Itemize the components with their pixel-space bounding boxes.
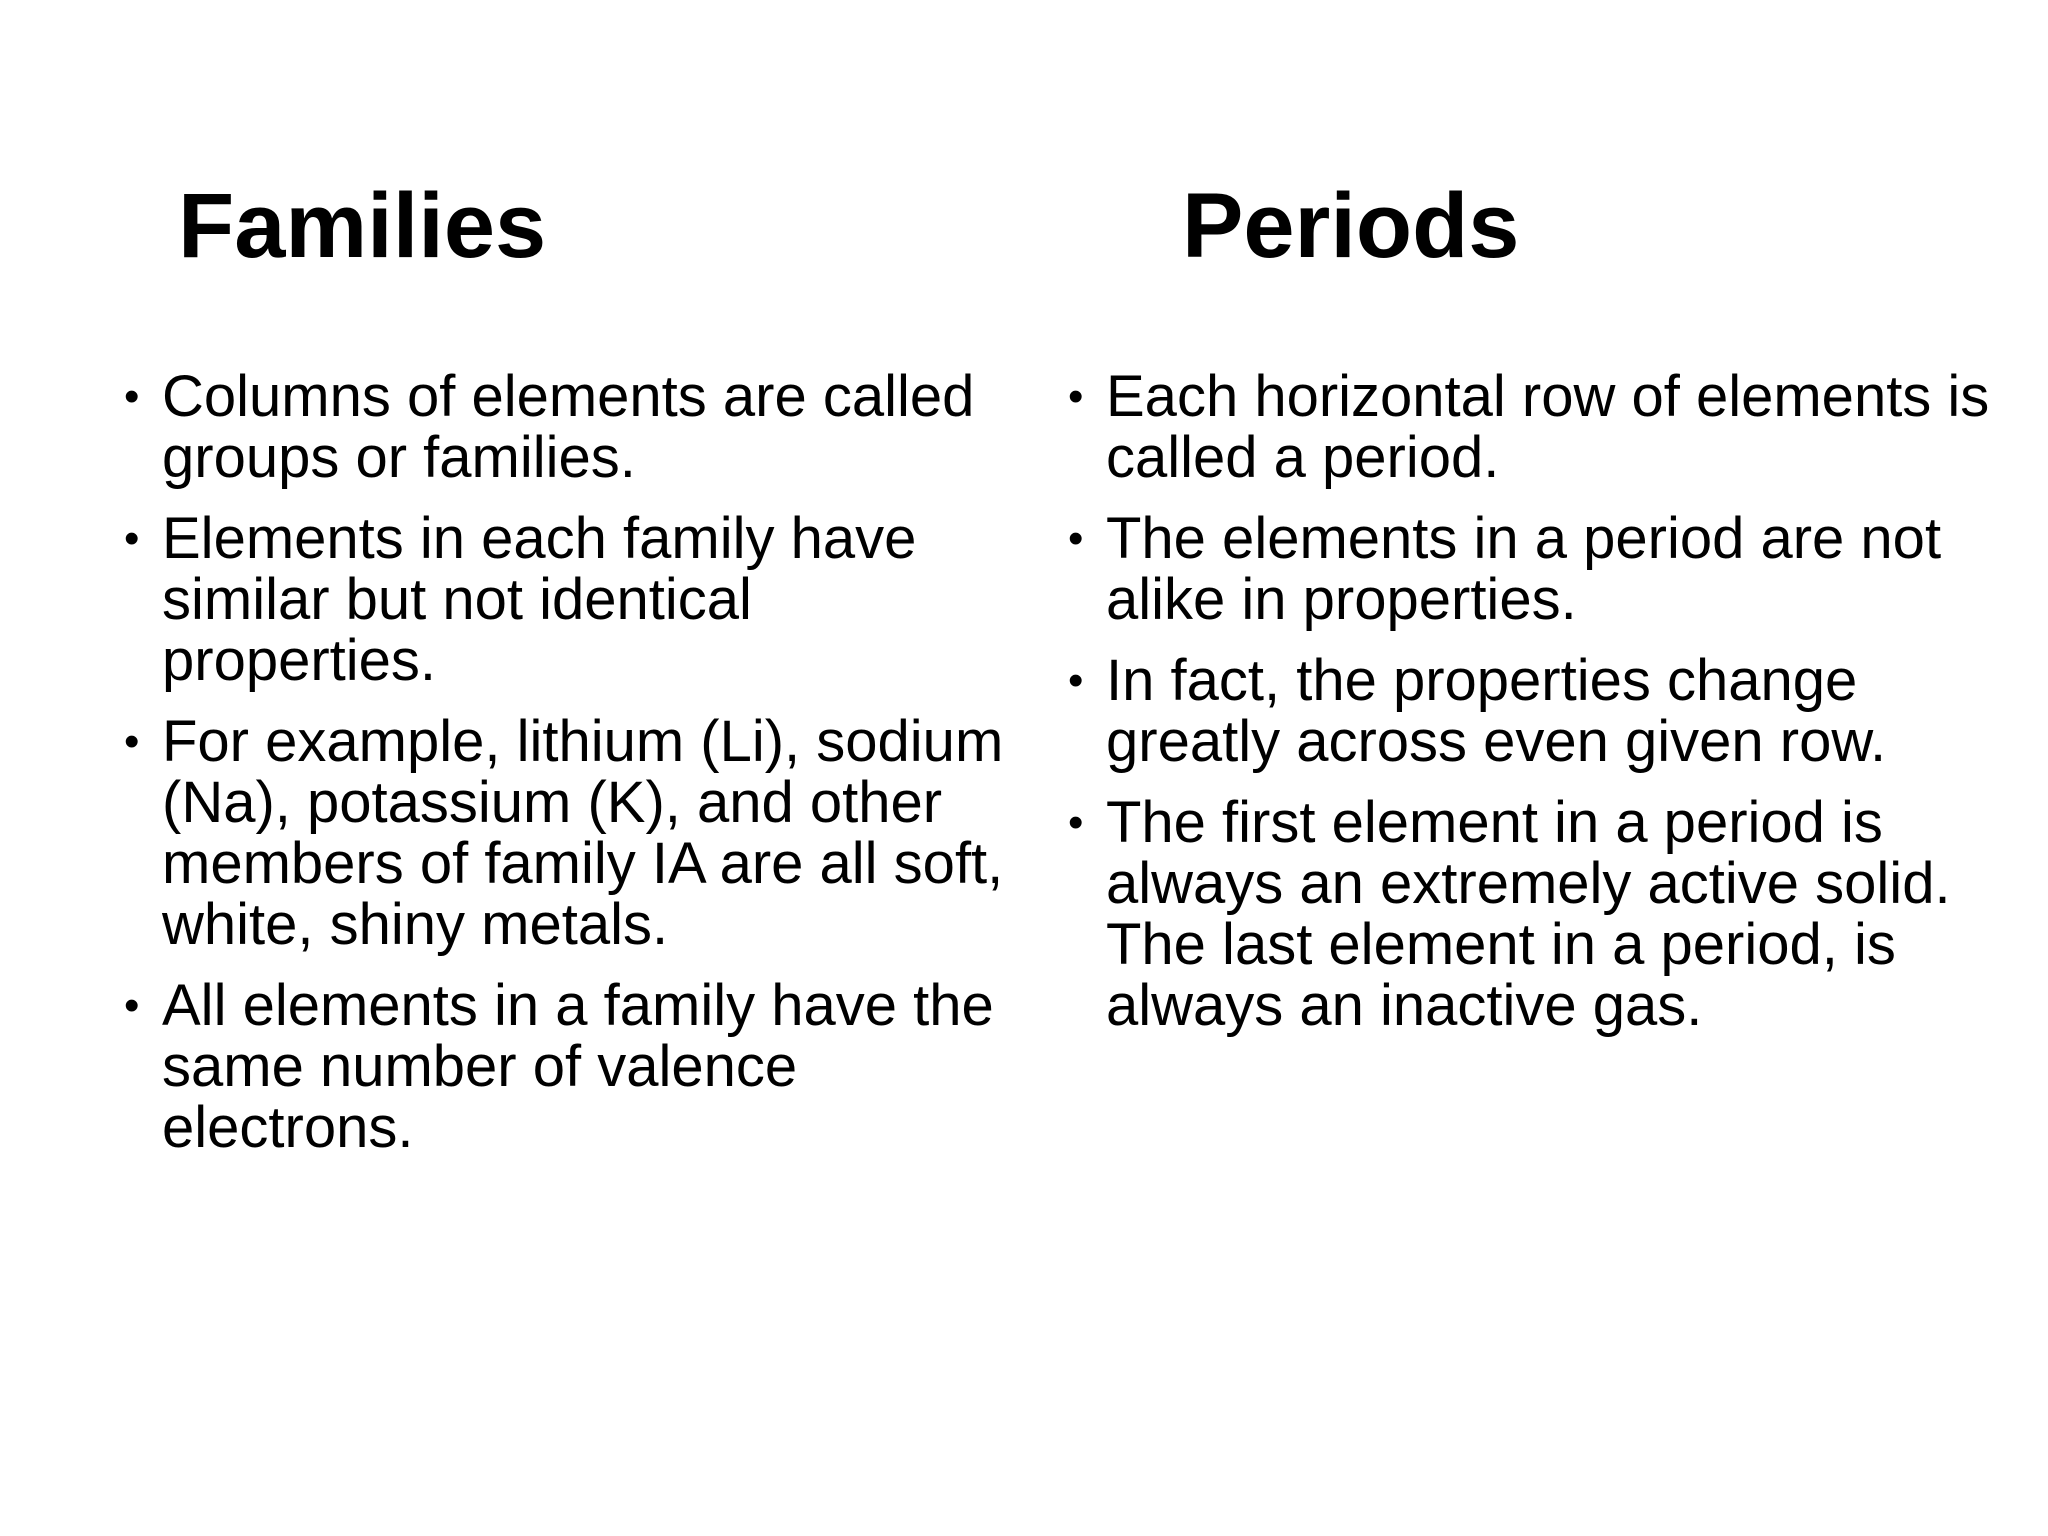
periods-bullet-text: The first element in a period is always an extremely active solid. The last element in a period, is always an inactive gas. (1106, 790, 1951, 1038)
families-bullet-list (124, 366, 1004, 1178)
bullet-icon: • (124, 717, 140, 766)
bullet-icon: • (1068, 656, 1084, 705)
bullet-icon: • (124, 981, 140, 1030)
families-bullet-item (124, 711, 1004, 955)
periods-bullet-text: The elements in a period are not alike in properties. (1106, 506, 1942, 632)
bullet-icon: • (124, 514, 140, 563)
periods-bullet-item (1068, 650, 2008, 772)
periods-bullet-text: Each horizontal row of elements is called a period. (1106, 364, 1990, 490)
families-bullet-item (124, 975, 1004, 1158)
families-bullet-text: Columns of elements are called groups or families. (162, 364, 975, 490)
families-heading: Families (178, 175, 547, 277)
families-bullet-text: Elements in each family have similar but not identical properties. (162, 506, 917, 693)
bullet-icon: • (1068, 372, 1084, 421)
periods-bullet-item (1068, 792, 2008, 1036)
bullet-icon: • (124, 372, 140, 421)
periods-bullet-text: In fact, the properties change greatly across even given row. (1106, 648, 1887, 774)
periods-bullet-item (1068, 508, 2008, 630)
periods-bullet-list (1068, 366, 2008, 1056)
periods-heading: Periods (1182, 175, 1520, 277)
periods-bullet-item (1068, 366, 2008, 488)
families-bullet-item (124, 366, 1004, 488)
families-bullet-item (124, 508, 1004, 691)
bullet-icon: • (1068, 798, 1084, 847)
bullet-icon: • (1068, 514, 1084, 563)
families-bullet-text: For example, lithium (Li), sodium (Na), potassium (K), and other members of family IA are all soft, white, shiny metals. (162, 709, 1004, 957)
families-bullet-text: All elements in a family have the same number of valence electrons. (162, 973, 994, 1160)
